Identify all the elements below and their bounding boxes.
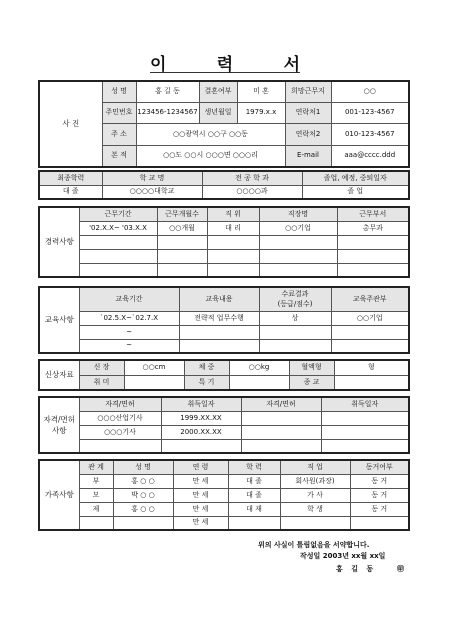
career-cell[interactable] bbox=[337, 249, 409, 263]
career-cell[interactable] bbox=[157, 235, 207, 249]
blood-value[interactable]: 형 bbox=[334, 360, 409, 375]
edu-school[interactable]: ○○○○대학교 bbox=[102, 185, 202, 199]
wish-location-label: 희망근무지 bbox=[285, 81, 331, 102]
family-section-label: 가족사항 bbox=[39, 460, 79, 530]
birth-label: 생년월일 bbox=[199, 102, 237, 123]
training-table bbox=[38, 286, 410, 354]
family-cell[interactable]: 제 bbox=[79, 502, 113, 516]
weight-value[interactable]: ○○kg bbox=[229, 360, 289, 375]
contact2-value[interactable]: 010-123-4567 bbox=[331, 123, 409, 145]
photo-area: 사 진 bbox=[39, 81, 102, 167]
career-cell[interactable]: ○○개월 bbox=[157, 221, 207, 235]
family-cell[interactable]: 모 bbox=[79, 488, 113, 502]
family-cell[interactable]: 박 ○ ○ bbox=[113, 488, 173, 502]
family-cell[interactable]: 대 재 bbox=[228, 502, 280, 516]
weight-label: 체 중 bbox=[184, 360, 229, 375]
training-header-result-line2: (등급/점수) bbox=[277, 299, 313, 308]
training-cell[interactable]: ○○기업 bbox=[331, 311, 409, 325]
family-cell[interactable] bbox=[228, 516, 280, 530]
career-cell[interactable] bbox=[207, 263, 259, 277]
family-cell[interactable]: 홍 ○ ○ bbox=[113, 502, 173, 516]
career-header: 직장명 bbox=[259, 207, 337, 221]
religion-label: 종 교 bbox=[289, 375, 334, 390]
training-header-organizer: 교육주관부 bbox=[331, 287, 409, 311]
license-cell[interactable] bbox=[241, 439, 321, 453]
career-cell[interactable] bbox=[259, 235, 337, 249]
email-label: E-mail bbox=[285, 145, 331, 167]
title-char-3: 서 bbox=[283, 55, 300, 75]
title-char-1: 이 bbox=[150, 55, 167, 75]
rrn-value[interactable]: 123456-1234567 bbox=[136, 102, 199, 123]
page-title bbox=[150, 50, 300, 73]
family-cell[interactable]: 동 거 bbox=[350, 502, 409, 516]
family-header: 동거여부 bbox=[350, 460, 409, 474]
training-cell[interactable] bbox=[259, 325, 331, 339]
training-cell[interactable]: ~ bbox=[79, 325, 179, 339]
family-cell[interactable]: 홍 ○ ○ bbox=[113, 474, 173, 488]
training-cell[interactable]: `02.5.X~`02.7.X bbox=[79, 311, 179, 325]
education-table bbox=[38, 170, 410, 200]
training-cell[interactable] bbox=[331, 339, 409, 353]
license-cell[interactable] bbox=[79, 439, 161, 453]
license-cell[interactable]: 1999.XX.XX bbox=[161, 411, 241, 425]
family-header: 직 업 bbox=[280, 460, 350, 474]
license-cell[interactable]: 2000.XX.XX bbox=[161, 425, 241, 439]
origin-value[interactable]: ○○도 ○○시 ○○○면 ○○○리 bbox=[136, 145, 285, 167]
family-cell[interactable]: 만 세 bbox=[173, 488, 228, 502]
career-cell[interactable] bbox=[259, 249, 337, 263]
license-table bbox=[38, 396, 410, 454]
family-header: 연 령 bbox=[173, 460, 228, 474]
training-cell[interactable]: ~ bbox=[79, 339, 179, 353]
career-cell[interactable] bbox=[79, 263, 157, 277]
license-cell[interactable] bbox=[241, 425, 321, 439]
edu-header-school: 학 교 명 bbox=[102, 171, 202, 185]
license-header: 자격/면허 bbox=[241, 397, 321, 411]
training-cell[interactable] bbox=[259, 339, 331, 353]
edu-header-major: 전 공 학 과 bbox=[202, 171, 302, 185]
wish-location-value[interactable]: ○○ bbox=[331, 81, 409, 102]
career-cell[interactable]: 총무과 bbox=[337, 221, 409, 235]
rrn-label: 주민번호 bbox=[102, 102, 136, 123]
license-cell[interactable]: ○○○산업기사 bbox=[79, 411, 161, 425]
hobby-value[interactable] bbox=[124, 375, 184, 390]
written-date: 작성일 2003년 xx월 xx일 bbox=[300, 552, 386, 560]
training-cell[interactable]: 상 bbox=[259, 311, 331, 325]
contact1-value[interactable]: 001-123-4567 bbox=[331, 102, 409, 123]
training-header-period: 교육기간 bbox=[79, 287, 179, 311]
religion-value[interactable] bbox=[334, 375, 409, 390]
physical-section-label: 신상자료 bbox=[39, 360, 79, 390]
family-cell[interactable]: 대 졸 bbox=[228, 474, 280, 488]
career-cell[interactable] bbox=[337, 263, 409, 277]
training-section-label: 교육사항 bbox=[39, 287, 79, 353]
family-cell[interactable]: 회사원(과장) bbox=[280, 474, 350, 488]
license-section-line1: 자격/면허 bbox=[43, 414, 75, 424]
edu-major[interactable]: ○○○○과 bbox=[202, 185, 302, 199]
personal-info-table bbox=[38, 80, 410, 168]
blood-label: 혈액형 bbox=[289, 360, 334, 375]
license-cell[interactable] bbox=[241, 411, 321, 425]
special-skill-value[interactable] bbox=[229, 375, 289, 390]
training-cell[interactable] bbox=[179, 325, 259, 339]
license-cell[interactable] bbox=[161, 439, 241, 453]
edu-header-graduation: 졸업, 예정, 중퇴일자 bbox=[302, 171, 409, 185]
training-cell[interactable] bbox=[179, 339, 259, 353]
family-cell[interactable] bbox=[79, 516, 113, 530]
career-header: 근무기간 bbox=[79, 207, 157, 221]
license-cell[interactable] bbox=[321, 425, 409, 439]
family-cell[interactable]: 대 졸 bbox=[228, 488, 280, 502]
edu-header-level: 최종학력 bbox=[39, 171, 102, 185]
license-header: 취득일자 bbox=[161, 397, 241, 411]
career-cell[interactable] bbox=[157, 263, 207, 277]
career-section-label: 경력사항 bbox=[39, 207, 79, 277]
address-value[interactable]: ○○광역시 ○○구 ○○동 bbox=[136, 123, 285, 145]
career-cell[interactable] bbox=[79, 235, 157, 249]
career-cell[interactable]: ○○기업 bbox=[259, 221, 337, 235]
family-cell[interactable] bbox=[280, 516, 350, 530]
license-header: 자격/면허 bbox=[79, 397, 161, 411]
contact2-label: 연락처2 bbox=[285, 123, 331, 145]
career-cell[interactable]: '02.X.X~ '03.X.X bbox=[79, 221, 157, 235]
height-label: 신 장 bbox=[79, 360, 124, 375]
career-header: 근무개월수 bbox=[157, 207, 207, 221]
family-cell[interactable]: 가 사 bbox=[280, 488, 350, 502]
career-cell[interactable] bbox=[259, 263, 337, 277]
license-cell[interactable] bbox=[321, 439, 409, 453]
origin-label: 본 적 bbox=[102, 145, 136, 167]
physical-table bbox=[38, 359, 410, 391]
career-cell[interactable] bbox=[79, 249, 157, 263]
contact1-label: 연락처1 bbox=[285, 102, 331, 123]
career-cell[interactable] bbox=[207, 249, 259, 263]
career-cell[interactable] bbox=[207, 235, 259, 249]
career-cell[interactable] bbox=[157, 249, 207, 263]
height-value[interactable]: ○○cm bbox=[124, 360, 184, 375]
family-cell[interactable]: 동 거 bbox=[350, 474, 409, 488]
family-cell[interactable]: 부 bbox=[79, 474, 113, 488]
oath-statement: 위의 사실이 틀림없음을 서약합니다. bbox=[258, 541, 370, 549]
marital-label: 결혼여부 bbox=[199, 81, 237, 102]
family-header: 관 계 bbox=[79, 460, 113, 474]
family-table bbox=[38, 459, 410, 531]
training-cell[interactable] bbox=[331, 325, 409, 339]
license-cell[interactable] bbox=[321, 411, 409, 425]
training-header-content: 교육내용 bbox=[179, 287, 259, 311]
training-cell[interactable]: 전략적 업무수행 bbox=[179, 311, 259, 325]
special-skill-label: 특 기 bbox=[184, 375, 229, 390]
signer-name: 홍 길 동 bbox=[336, 565, 377, 573]
address-label: 주 소 bbox=[102, 123, 136, 145]
edu-graduation[interactable]: 졸 업 bbox=[302, 185, 409, 199]
email-value[interactable]: aaa@cccc.ddd bbox=[331, 145, 409, 167]
license-header: 취득일자 bbox=[321, 397, 409, 411]
family-cell[interactable]: 만 세 bbox=[173, 474, 228, 488]
family-header: 성 명 bbox=[113, 460, 173, 474]
marital-value[interactable]: 미 혼 bbox=[237, 81, 285, 102]
license-section-label bbox=[39, 397, 79, 453]
birth-value[interactable]: 1979.x.x bbox=[237, 102, 285, 123]
family-cell[interactable]: 학 생 bbox=[280, 502, 350, 516]
name-label: 성 명 bbox=[102, 81, 136, 102]
seal-mark: ㊞ bbox=[397, 565, 404, 573]
training-header-result bbox=[259, 287, 331, 311]
family-cell[interactable]: 동 거 bbox=[350, 488, 409, 502]
family-cell[interactable]: 만 세 bbox=[173, 502, 228, 516]
hobby-label: 취 미 bbox=[79, 375, 124, 390]
family-cell[interactable] bbox=[113, 516, 173, 530]
career-table bbox=[38, 206, 410, 278]
career-header: 직 위 bbox=[207, 207, 259, 221]
career-cell[interactable]: 대 리 bbox=[207, 221, 259, 235]
family-cell[interactable]: 만 세 bbox=[173, 516, 228, 530]
license-section-line2: 사항 bbox=[52, 426, 67, 435]
family-cell[interactable] bbox=[350, 516, 409, 530]
career-header: 근무부서 bbox=[337, 207, 409, 221]
name-value[interactable]: 홍 길 동 bbox=[136, 81, 199, 102]
license-cell[interactable]: ○○○기사 bbox=[79, 425, 161, 439]
title-char-2: 력 bbox=[216, 55, 234, 75]
training-header-result-line1: 수료결과 bbox=[281, 289, 309, 298]
career-cell[interactable] bbox=[337, 235, 409, 249]
edu-level[interactable]: 대 졸 bbox=[39, 185, 102, 199]
family-header: 학 력 bbox=[228, 460, 280, 474]
